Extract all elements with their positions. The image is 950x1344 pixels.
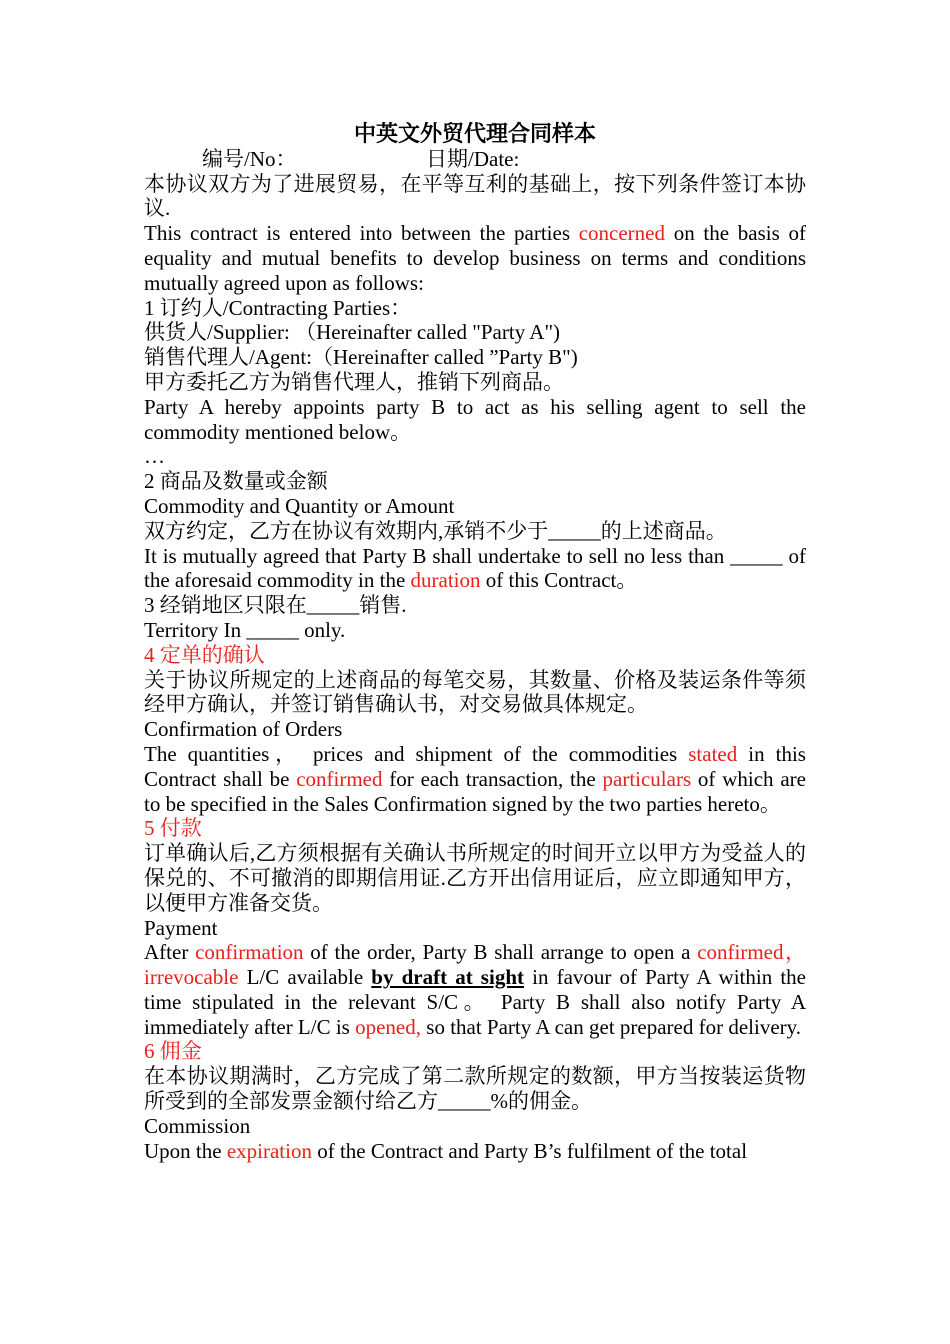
section-2-en-text: of this Contract。: [480, 568, 638, 593]
highlight-stated: stated: [688, 741, 738, 766]
agent-line: 销售代理人/Agent:（Hereinafter called ”Party B"): [144, 345, 578, 370]
intro-en: [144, 221, 806, 295]
supplier-line: 供货人/Supplier: （Hereinafter called "Party A"): [144, 320, 561, 345]
section-5-heading-en: Payment: [144, 915, 218, 940]
section-4-en-text: The quantities， prices and shipment of the commodities: [144, 741, 689, 766]
highlight-opened: opened,: [355, 1014, 422, 1039]
section-6-en-text: of the Contract and Party B’s fulfilment of the total: [311, 1138, 748, 1163]
section-6-en-text: Upon the: [144, 1138, 227, 1163]
section-6-heading-en: Commission: [144, 1113, 251, 1138]
intro-en-text: This contract is entered into between the parties: [144, 221, 579, 246]
date-label: 日期/Date:: [426, 146, 520, 171]
section-4-heading-cn: 4 定单的确认: [144, 642, 265, 667]
contract-document: [144, 122, 806, 1163]
section-6-en: [144, 1139, 806, 1164]
section-4-en-text: for each transaction, the: [382, 766, 603, 791]
document-title: 中英文外贸代理合同样本: [353, 121, 596, 146]
meta-row: [144, 147, 806, 172]
highlight-concerned: concerned: [578, 221, 665, 246]
highlight-confirmation: confirmation: [195, 940, 304, 965]
section-2-heading-cn: 2 商品及数量或金额: [144, 469, 328, 494]
section-5-en-text: so that Party A can get prepared for delivery.: [421, 1014, 802, 1039]
ellipsis: …: [144, 444, 165, 469]
section-4-cn: 关于协议所规定的上述商品的每笔交易，其数量、价格及装运条件等须经甲方确认，并签订销售确认书，对交易做具体规定。: [144, 667, 806, 717]
section-5-en-text: of the order, Party B shall arrange to open a: [303, 940, 698, 965]
intro-cn: 本协议双方为了进展贸易，在平等互利的基础上，按下列条件签订本协议.: [144, 171, 806, 221]
highlight-confirmed: confirmed: [296, 766, 383, 791]
section-2-en: [144, 544, 806, 594]
number-label: 编号/No：: [202, 146, 297, 171]
section-5-cn: 订单确认后,乙方须根据有关确认书所规定的时间开立以甲方为受益人的保兑的、不可撤消的即期信用证.乙方开出信用证后，应立即通知甲方，以便甲方准备交货。: [144, 841, 806, 915]
section-5-heading-cn: 5 付款: [144, 816, 202, 841]
section-2-cn: 双方约定，乙方在协议有效期内,承销不少于_____的上述商品。: [144, 518, 727, 543]
section-2-heading-en: Commodity and Quantity or Amount: [144, 493, 455, 518]
section-5-en-text: in favour of Party A within the time stipulated in the relevant S/C。 Party B shall also notify Party A immediately after L/C is: [144, 965, 806, 1039]
section-4-en-text: of which are to be specified in the Sales Confirmation signed by the two parties hereto。: [144, 766, 806, 816]
section-1-heading: 1 订约人/Contracting Parties：: [144, 295, 412, 320]
highlight-particulars: particulars: [602, 766, 692, 791]
section-5-en-text: L/C available: [238, 965, 372, 990]
section-4-en-text: in this Contract shall be: [144, 741, 806, 791]
highlight-confirmed-irrevocable: confirmed， irrevocable: [144, 940, 807, 990]
highlight-duration: duration: [410, 568, 481, 593]
section-5-en-text: After: [144, 940, 196, 965]
section-1-cn: 甲方委托乙方为销售代理人，推销下列商品。: [144, 369, 564, 394]
section-6-cn: 在本协议期满时，乙方完成了第二款所规定的数额，甲方当按装运货物所受到的全部发票金额付给乙方_____%的佣金。: [144, 1064, 806, 1114]
emphasis-by-draft-at-sight: by draft at sight: [371, 965, 524, 990]
section-2-en-text: It is mutually agreed that Party B shall undertake to sell no less than _____ of the aforesaid commodity in the: [144, 543, 806, 593]
section-1-en: Party A hereby appoints party B to act as his selling agent to sell the commodity mentioned below。: [144, 394, 806, 444]
highlight-expiration: expiration: [226, 1138, 312, 1163]
section-5-en: [144, 940, 806, 1039]
section-6-heading-cn: 6 佣金: [144, 1039, 202, 1064]
section-4-en: [144, 742, 806, 816]
section-3-cn: 3 经销地区只限在_____销售.: [144, 593, 407, 618]
intro-en-text: on the basis of equality and mutual benefits to develop business on terms and conditions mutually agreed upon as follows:: [144, 221, 806, 295]
section-4-heading-en: Confirmation of Orders: [144, 717, 343, 742]
section-3-en: Territory In _____ only.: [144, 617, 346, 642]
